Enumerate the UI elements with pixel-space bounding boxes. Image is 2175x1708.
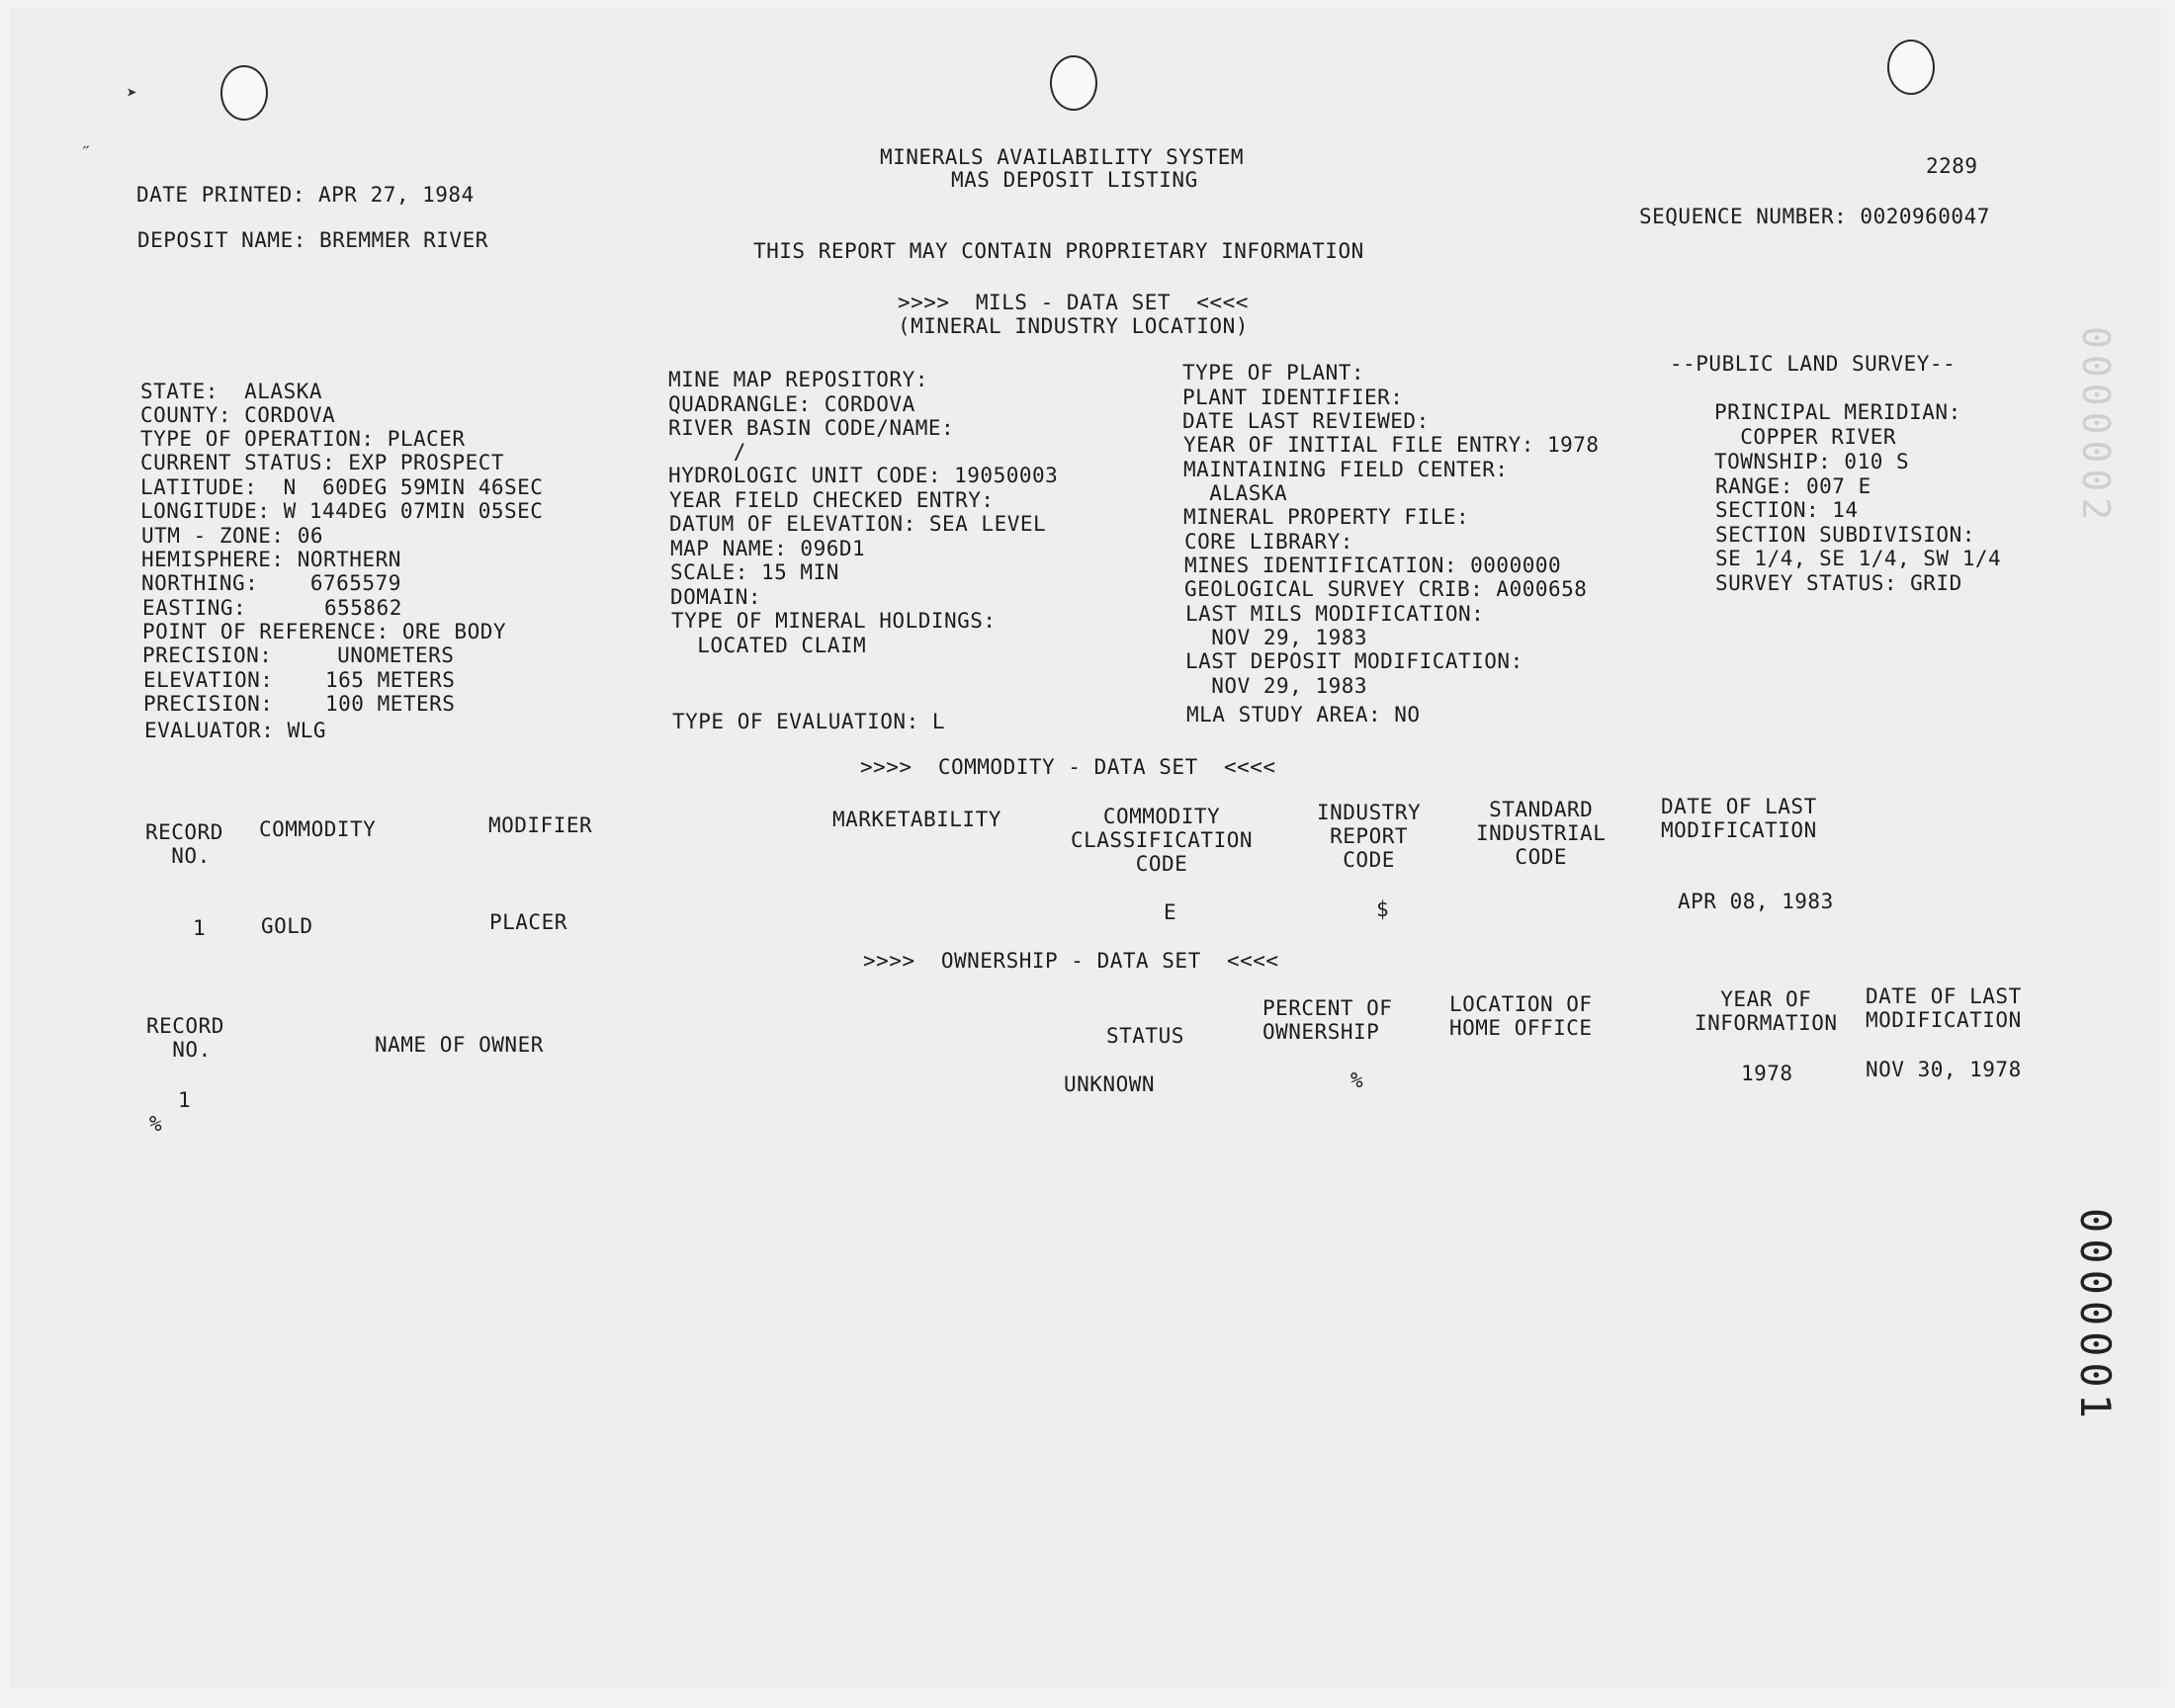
classification-cell: E [1164, 900, 1177, 924]
mla-study-area-field: MLA STUDY AREA: NO [1186, 703, 1421, 726]
plant-identifier-field: PLANT IDENTIFIER: [1182, 385, 1404, 409]
current-status-field: CURRENT STATUS: EXP PROSPECT [140, 451, 505, 474]
column-header-record-no: RECORD NO. [145, 820, 223, 868]
township-field: TOWNSHIP: 010 S [1714, 450, 1910, 473]
elevation-field: ELEVATION: 165 METERS [143, 668, 456, 692]
punch-hole-left [220, 65, 268, 121]
ownership-section-title: >>>> OWNERSHIP - DATA SET <<<< [863, 949, 1279, 973]
column-header-last-modification: DATE OF LAST MODIFICATION [1661, 795, 1817, 842]
river-basin-field: RIVER BASIN CODE/NAME: [668, 416, 955, 440]
point-of-reference-field: POINT OF REFERENCE: ORE BODY [142, 620, 507, 643]
longitude-field: LONGITUDE: W 144DEG 07MIN 05SEC [140, 499, 544, 523]
maintaining-field-center-field: MAINTAINING FIELD CENTER: [1183, 458, 1509, 481]
stray-mark: ➤ [127, 83, 137, 104]
datum-of-elevation-field: DATUM OF ELEVATION: SEA LEVEL [669, 512, 1047, 536]
percent-cell: % [1350, 1068, 1364, 1092]
column-header-home-office: LOCATION OF HOME OFFICE [1449, 992, 1593, 1040]
column-header-record-no: RECORD NO. [146, 1014, 224, 1062]
modifier-cell: PLACER [489, 910, 567, 934]
record-no-cell: 1 [193, 916, 207, 940]
domain-field: DOMAIN: [670, 585, 762, 609]
state-field: STATE: ALASKA [140, 380, 323, 403]
elevation-precision-field: PRECISION: 100 METERS [143, 692, 456, 716]
column-header-modifier: MODIFIER [488, 813, 593, 837]
last-deposit-modification-field: LAST DEPOSIT MODIFICATION: [1185, 649, 1523, 673]
river-basin-value: / [668, 440, 746, 464]
operation-type-field: TYPE OF OPERATION: PLACER [140, 427, 466, 451]
year-field-checked-field: YEAR FIELD CHECKED ENTRY: [669, 488, 995, 512]
range-field: RANGE: 007 E [1715, 474, 1871, 498]
hemisphere-field: HEMISPHERE: NORTHERN [141, 548, 401, 571]
last-mils-modification-value: NOV 29, 1983 [1185, 626, 1368, 649]
column-header-industry-report: INDUSTRY REPORT CODE [1317, 801, 1422, 872]
last-modification-cell: APR 08, 1983 [1678, 890, 1834, 913]
punch-hole-center [1050, 55, 1097, 111]
system-title: MINERALS AVAILABILITY SYSTEM [880, 145, 1245, 169]
mineral-property-file-field: MINERAL PROPERTY FILE: [1183, 505, 1470, 529]
mils-section-subtitle: (MINERAL INDUSTRY LOCATION) [898, 314, 1249, 338]
date-printed: DATE PRINTED: APR 27, 1984 [136, 183, 475, 207]
public-land-survey-title: --PUBLIC LAND SURVEY-- [1670, 352, 1957, 376]
column-header-owner-name: NAME OF OWNER [375, 1033, 544, 1057]
last-mils-modification-field: LAST MILS MODIFICATION: [1185, 602, 1485, 626]
evaluator-field: EVALUATOR: WLG [144, 719, 327, 742]
column-header-marketability: MARKETABILITY [832, 808, 1001, 831]
commodity-section-title: >>>> COMMODITY - DATA SET <<<< [860, 755, 1276, 779]
deposit-name: DEPOSIT NAME: BREMMER RIVER [137, 228, 488, 252]
mineral-holdings-value: LOCATED CLAIM [671, 634, 867, 657]
principal-meridian-field: PRINCIPAL MERIDIAN: [1714, 400, 1961, 424]
mine-map-repository-field: MINE MAP REPOSITORY: [668, 368, 928, 391]
column-header-commodity: COMMODITY [259, 817, 377, 841]
column-header-last-modification: DATE OF LAST MODIFICATION [1866, 984, 2022, 1032]
record-no-cell: 1 [178, 1088, 192, 1112]
principal-meridian-value: COPPER RIVER [1714, 425, 1897, 449]
sequence-number: SEQUENCE NUMBER: 0020960047 [1639, 205, 1990, 228]
industry-report-cell: $ [1376, 897, 1390, 921]
section-subdivision-value: SE 1/4, SE 1/4, SW 1/4 [1715, 547, 2002, 570]
column-header-year-of-information: YEAR OF INFORMATION [1695, 987, 1838, 1035]
year-of-information-cell: 1978 [1741, 1062, 1793, 1085]
utm-zone-field: UTM - ZONE: 06 [141, 524, 324, 548]
type-of-plant-field: TYPE OF PLANT: [1182, 361, 1365, 384]
column-header-standard-industrial: STANDARD INDUSTRIAL CODE [1476, 798, 1607, 869]
maintaining-field-center-value: ALASKA [1183, 481, 1288, 505]
survey-status-field: SURVEY STATUS: GRID [1715, 571, 1962, 595]
geological-survey-crib-field: GEOLOGICAL SURVEY CRIB: A000658 [1184, 577, 1588, 601]
edge-document-number-faint: 0000002 [2074, 326, 2118, 527]
scale-field: SCALE: 15 MIN [670, 560, 839, 584]
quadrangle-field: QUADRANGLE: CORDOVA [668, 392, 915, 416]
hydrologic-unit-field: HYDROLOGIC UNIT CODE: 19050003 [668, 464, 1059, 487]
punch-hole-right [1887, 40, 1935, 95]
core-library-field: CORE LIBRARY: [1184, 530, 1353, 554]
mils-section-title: >>>> MILS - DATA SET <<<< [898, 291, 1249, 314]
section-field: SECTION: 14 [1715, 498, 1859, 522]
page-number: 2289 [1926, 154, 1978, 178]
mines-identification-field: MINES IDENTIFICATION: 0000000 [1184, 554, 1562, 577]
listing-title: MAS DEPOSIT LISTING [951, 168, 1198, 192]
section-subdivision-field: SECTION SUBDIVISION: [1715, 523, 1975, 547]
date-last-reviewed-field: DATE LAST REVIEWED: [1182, 409, 1430, 433]
county-field: COUNTY: CORDOVA [140, 403, 336, 427]
map-name-field: MAP NAME: 096D1 [670, 537, 866, 560]
column-header-percent-ownership: PERCENT OF OWNERSHIP [1262, 996, 1393, 1044]
easting-field: EASTING: 655862 [142, 596, 402, 620]
percent-note-cell: % [149, 1112, 163, 1136]
last-modification-cell: NOV 30, 1978 [1866, 1058, 2022, 1081]
northing-field: NORTHING: 6765579 [141, 571, 401, 595]
latitude-field: LATITUDE: N 60DEG 59MIN 46SEC [140, 475, 544, 499]
stray-mark: ˶ [83, 134, 89, 155]
last-deposit-modification-value: NOV 29, 1983 [1185, 674, 1368, 698]
precision-field: PRECISION: UNOMETERS [142, 643, 455, 667]
edge-document-number: 0000001 [2071, 1208, 2120, 1425]
proprietary-notice: THIS REPORT MAY CONTAIN PROPRIETARY INFORMATION [753, 239, 1364, 263]
column-header-status: STATUS [1106, 1024, 1184, 1048]
status-cell: UNKNOWN [1064, 1072, 1156, 1096]
commodity-cell: GOLD [261, 914, 313, 938]
column-header-classification: COMMODITY CLASSIFICATION CODE [1071, 805, 1254, 876]
type-of-evaluation-field: TYPE OF EVALUATION: L [672, 710, 946, 733]
initial-file-entry-field: YEAR OF INITIAL FILE ENTRY: 1978 [1183, 433, 1600, 457]
mineral-holdings-field: TYPE OF MINERAL HOLDINGS: [671, 609, 997, 633]
